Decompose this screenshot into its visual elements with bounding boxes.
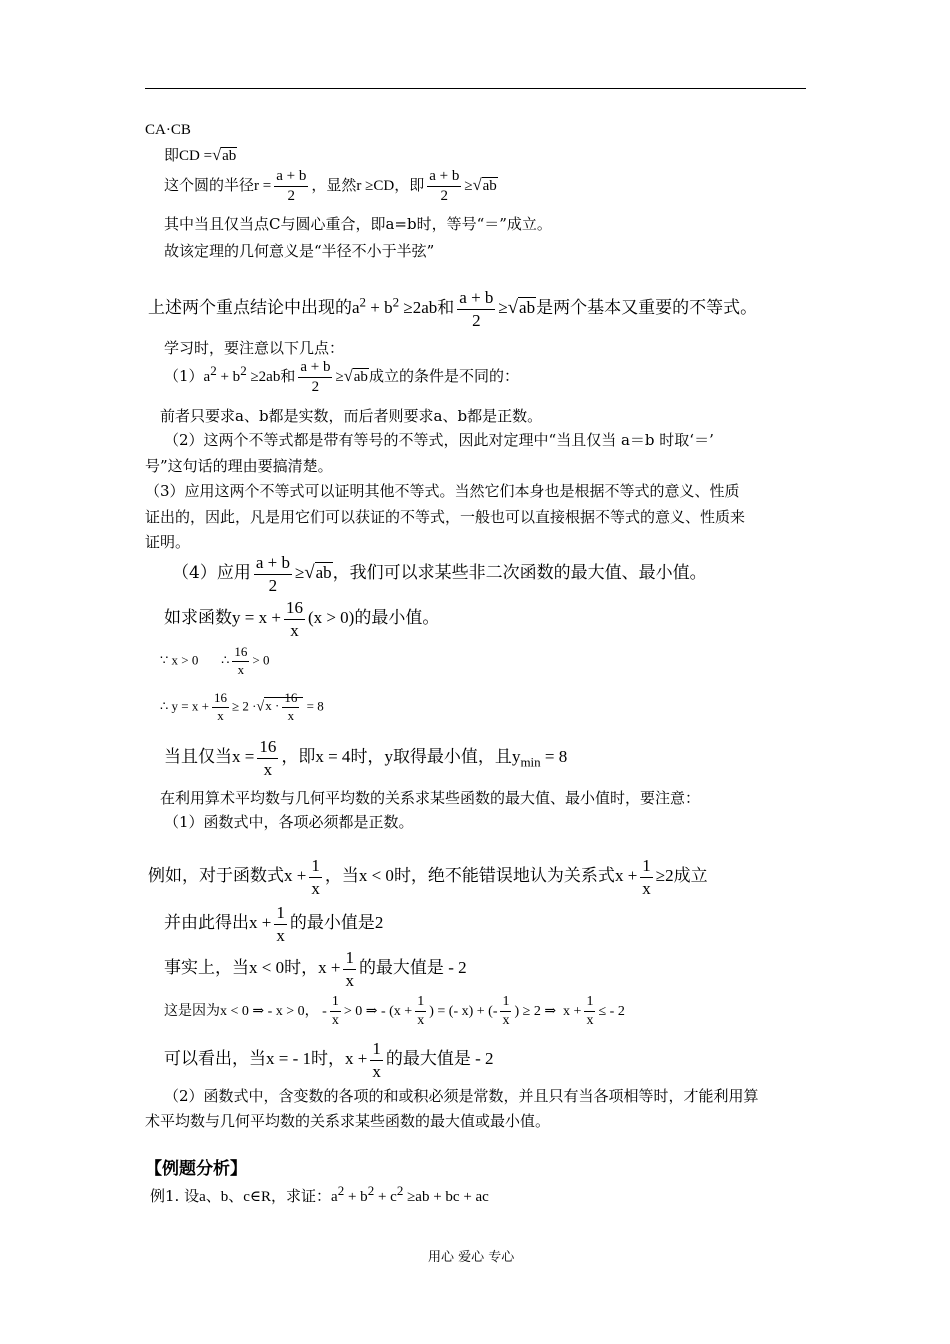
text-line-note-3c: 证明。 [145, 533, 191, 551]
text-line-attention: 在利用算术平均数与几何平均数的关系求某些函数的最大值、最小值时，要注意： [160, 789, 701, 807]
text-line-note-2a: （2）这两个不等式都是带有等号的不等式，因此对定理中“当且仅当 a＝b 时取‘＝’ [164, 431, 714, 449]
text-line-cd: 即CD =√ab [164, 145, 237, 164]
text-line-radius: 这个圆的半径r = $\frac{a + b}{2}$ ，显然r ≥CD，即 $\frac{a + b}{2}$ ≥√ab [164, 168, 497, 205]
text-line-conditions: 前者只要求a、b都是实数，而后者则要求a、b都是正数。 [160, 407, 543, 425]
text-line-example-wrong: 例如，对于函数式x + $\frac{1}{x}$ ，当x < 0时，绝不能错误地认为关系式x + $\frac{1}{x}$ ≥2成立 [148, 856, 708, 898]
header-rule [145, 88, 806, 89]
section-heading-examples: 【例题分析】 [145, 1159, 247, 1179]
text-line-minimum: 当且仅当x = $\frac{16}{x}$ ，即x = 4时，y取得最小值，且$y_{min} = 8$ [164, 737, 568, 779]
text-line-ca-cb: CA·CB [145, 122, 191, 138]
text-line-note-1: $(1)a^2 + b^2 \ge 2ab$和 $\frac{a + b}{2}$ ≥√ab成立的条件是不同的： [164, 359, 519, 396]
text-line-because: 这是因为x < 0 ⇒ - x > 0， - $\frac{1}{x}$ > 0 ⇒ - (x + $\frac{1}{x}$ ) = (- x) + (- $\frac{1}{x}$ ) ≥ 2 ⇒ x + $\frac{1}{x}$ ≤ - 2 [164, 994, 625, 1029]
text-line-equality: 其中当且仅当点C与圆心重合，即a=b时，等号“＝”成立。 [164, 215, 552, 233]
text-line-rule-2b: 术平均数与几何平均数的关系求某些函数的最大值或最小值。 [145, 1112, 551, 1130]
text-line-therefore: ∴ y = x + $\frac{16}{x}$ ≥ 2 ·√x · $\frac{16}{x}$ = 8 [160, 690, 324, 723]
page-footer: 用心 爱心 专心 [428, 1250, 515, 1265]
text-line-two-inequalities: 上述两个重点结论中出现的$a^2 + b^2 \ge 2ab$和 $\frac{a + b}{2}$ ≥√ab是两个基本又重要的不等式。 [148, 288, 758, 330]
text-line-fact: 事实上，当x < 0时，x + $\frac{1}{x}$ 的最大值是 - 2 [164, 948, 467, 990]
text-line-geometric-meaning: 故该定理的几何意义是“半径不小于半弦” [164, 242, 435, 260]
text-line-example-1: 例1. 设a、b、c∈R，求证：$a^2 + b^2 + c^2 \ge ab$ + bc + ac [150, 1183, 489, 1205]
text-line-note-2b: 号”这句话的理由要搞清楚。 [145, 457, 333, 475]
text-line-derive-min: 并由此得出x + $\frac{1}{x}$ 的最小值是2 [164, 903, 384, 945]
text-line-notes: 学习时，要注意以下几点： [164, 339, 345, 357]
text-line-conclusion: 可以看出，当x = - 1时，x + $\frac{1}{x}$ 的最大值是 - 2 [164, 1039, 494, 1081]
text-line-note-4: （4）应用 $\frac{a + b}{2}$ ≥√ab，我们可以求某些非二次函数的最大值、最小值。 [172, 553, 707, 595]
text-line-rule-2a: （2）函数式中，含变数的各项的和或积必须是常数，并且只有当各项相等时，才能利用算 [164, 1087, 759, 1105]
text-line-example-function: 如求函数y = x + $\frac{16}{x}$ (x > 0)的最小值。 [164, 598, 440, 640]
text-line-since: ∵ x > 0 ∴ $\frac{16}{x}$ > 0 [160, 644, 270, 677]
text-line-note-3a: （3）应用这两个不等式可以证明其他不等式。当然它们本身也是根据不等式的意义、性质 [145, 482, 740, 500]
text-line-rule-1: （1）函数式中，各项必须都是正数。 [164, 813, 414, 831]
text-line-note-3b: 证出的，因此，凡是用它们可以获证的不等式，一般也可以直接根据不等式的意义、性质来 [145, 508, 746, 526]
